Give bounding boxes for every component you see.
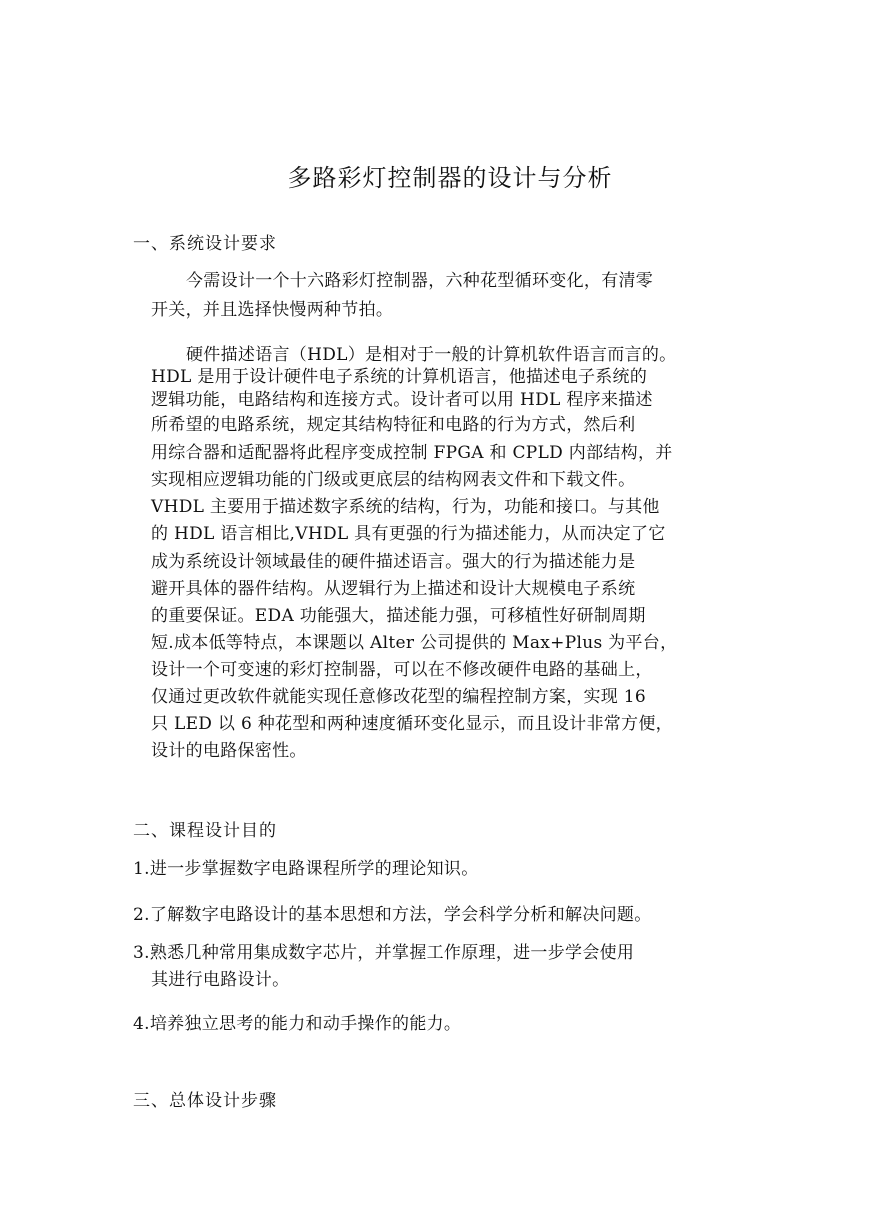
section-heading-requirements: 一、系统设计要求	[133, 234, 277, 254]
paragraph-line: 的重要保证。EDA 功能强大，描述能力强，可移植性好研制周期	[151, 606, 646, 626]
list-item: 4.培养独立思考的能力和动手操作的能力。	[133, 1014, 462, 1034]
paragraph-line: 的 HDL 语言相比,VHDL 具有更强的行为描述能力，从而决定了它	[151, 524, 666, 544]
paragraph-line: HDL 是用于设计硬件电子系统的计算机语言，他描述电子系统的	[151, 367, 648, 387]
paragraph-line: 设计一个可变速的彩灯控制器，可以在不修改硬件电路的基础上，	[151, 660, 653, 680]
section-heading-purpose: 二、课程设计目的	[133, 821, 277, 841]
paragraph-line: 仅通过更改软件就能实现任意修改花型的编程控制方案，实现 16	[151, 687, 647, 707]
list-item: 2.了解数字电路设计的基本思想和方法，学会科学分析和解决问题。	[133, 905, 652, 925]
list-item: 3.熟悉几种常用集成数字芯片，并掌握工作原理，进一步学会使用	[133, 943, 635, 963]
paragraph-line: 成为系统设计领域最佳的硬件描述语言。强大的行为描述能力是	[151, 552, 636, 572]
paragraph-line: 实现相应逻辑功能的门级或更底层的结构网表文件和下载文件。	[151, 470, 636, 490]
list-item-continuation: 其进行电路设计。	[151, 970, 290, 990]
paragraph-line: VHDL 主要用于描述数字系统的结构，行为，功能和接口。与其他	[151, 497, 660, 517]
list-item: 1.进一步掌握数字电路课程所学的理论知识。	[133, 859, 479, 879]
paragraph-line: 设计的电路保密性。	[151, 741, 307, 761]
paragraph-line: 用综合器和适配器将此程序变成控制 FPGA 和 CPLD 内部结构，并	[151, 443, 673, 463]
paragraph-line: 逻辑功能，电路结构和连接方式。设计者可以用 HDL 程序来描述	[151, 390, 653, 410]
paragraph-line: 今需设计一个十六路彩灯控制器，六种花型循环变化，有清零	[186, 271, 654, 291]
paragraph-line: 开关，并且选择快慢两种节拍。	[151, 300, 394, 320]
document-title: 多路彩灯控制器的设计与分析	[287, 164, 613, 192]
paragraph-line: 硬件描述语言（HDL）是相对于一般的计算机软件语言而言的。	[186, 345, 677, 365]
section-heading-steps: 三、总体设计步骤	[133, 1091, 277, 1111]
paragraph-line: 所希望的电路系统，规定其结构特征和电路的行为方式，然后利	[151, 415, 636, 435]
paragraph-line: 避开具体的器件结构。从逻辑行为上描述和设计大规模电子系统	[151, 579, 636, 599]
paragraph-line: 只 LED 以 6 种花型和两种速度循环变化显示，而且设计非常方便，	[151, 714, 673, 734]
paragraph-line: 短.成本低等特点，本课题以 Alter 公司提供的 Max+Plus 为平台，	[151, 633, 678, 653]
